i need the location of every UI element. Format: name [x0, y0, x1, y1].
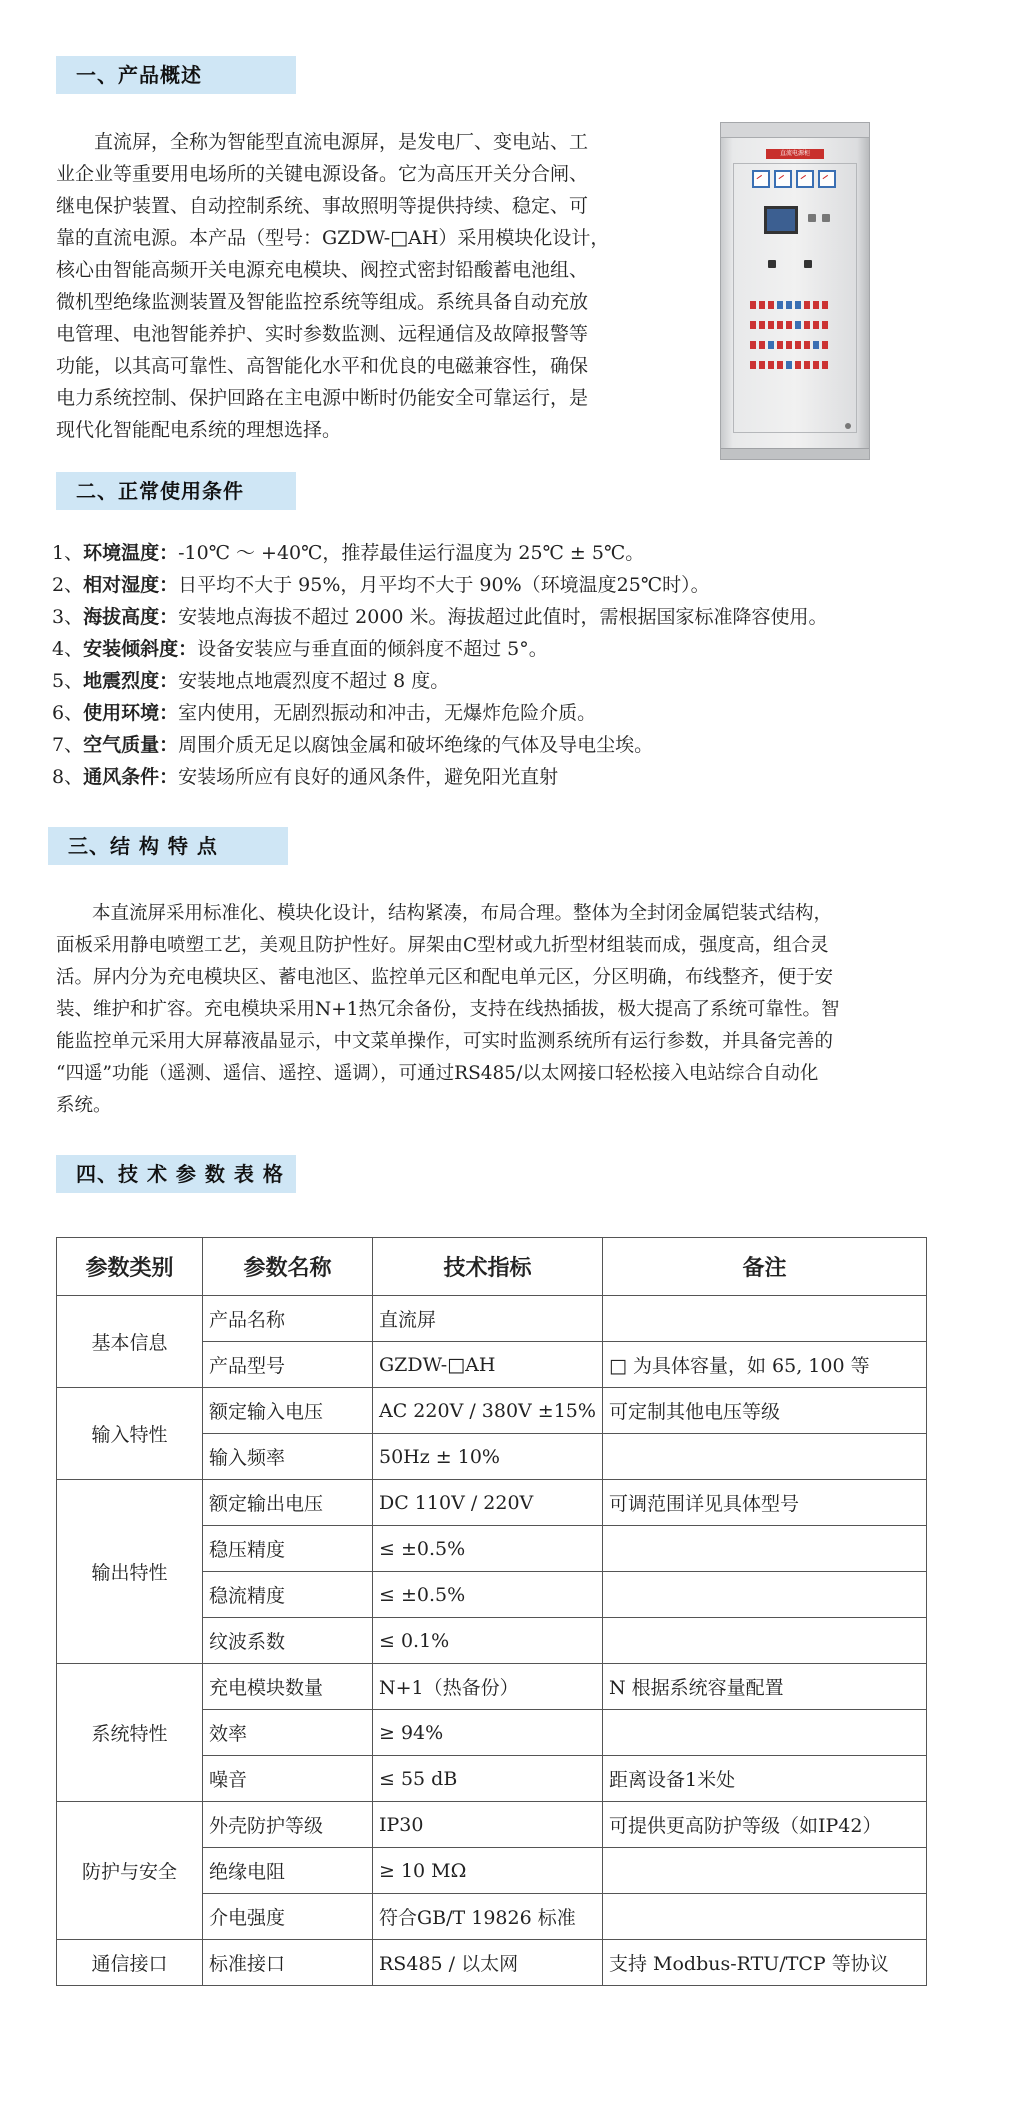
table-row [57, 1296, 927, 1342]
param-spec-cell: ≤ ±0.5% [373, 1526, 603, 1572]
header-spec: 技术指标 [373, 1238, 603, 1296]
condition-item: 5、地震烈度：安装地点地震烈度不超过 8 度。 [52, 670, 450, 692]
param-note-cell [603, 1526, 927, 1572]
switch-icon [822, 214, 830, 222]
param-note-cell: 可调范围详见具体型号 [603, 1480, 927, 1526]
spec-table [56, 1237, 927, 1986]
dc-cabinet-image [720, 122, 870, 460]
overview-line: 核心由智能高频开关电源充电模块、阀控式密封铅酸蓄电池组、 [56, 259, 589, 281]
structure-line: “四遥”功能（遥测、遥信、遥控、遥调），可通过RS485/以太网接口轻松接入电站综合自动化 [56, 1063, 819, 1084]
structure-line: 活。屏内分为充电模块区、蓄电池区、监控单元区和配电单元区，分区明确，布线整齐，便于安 [56, 967, 834, 988]
overview-line: 功能，以其高可靠性、高智能化水平和优良的电磁兼容性，确保 [56, 355, 589, 377]
cabinet-label: 直流电源柜 [766, 149, 824, 159]
param-spec-cell: RS485 / 以太网 [373, 1940, 603, 1986]
section-title-conditions: 二、正常使用条件 [56, 472, 296, 510]
breaker-row-icon [750, 354, 840, 362]
param-note-cell: 可提供更高防护等级（如IP42） [603, 1802, 927, 1848]
category-cell: 基本信息 [57, 1296, 203, 1388]
param-note-cell [603, 1434, 927, 1480]
conditions-list [52, 537, 952, 793]
param-name-cell: 充电模块数量 [203, 1664, 373, 1710]
cabinet-base [721, 448, 869, 459]
meter-icon [752, 170, 770, 188]
condition-item: 6、使用环境：室内使用，无剧烈振动和冲击，无爆炸危险介质。 [52, 702, 597, 724]
switch-icon [768, 260, 776, 268]
param-name-cell: 效率 [203, 1710, 373, 1756]
lock-icon [845, 423, 851, 429]
param-name-cell: 绝缘电阻 [203, 1848, 373, 1894]
structure-line: 能监控单元采用大屏幕液晶显示，中文菜单操作，可实时监测系统所有运行参数，并具备完善的 [56, 1031, 834, 1052]
section-title-overview: 一、产品概述 [56, 56, 296, 94]
category-cell: 输入特性 [57, 1388, 203, 1480]
param-spec-cell: N+1（热备份） [373, 1664, 603, 1710]
header-note: 备注 [603, 1238, 927, 1296]
breaker-row-icon [750, 334, 840, 342]
param-spec-cell: ≤ 0.1% [373, 1618, 603, 1664]
condition-item: 4、安装倾斜度：设备安装应与垂直面的倾斜度不超过 5°。 [52, 638, 548, 660]
param-note-cell [603, 1572, 927, 1618]
header-category: 参数类别 [57, 1238, 203, 1296]
overview-line: 微机型绝缘监测装置及智能监控系统等组成。系统具备自动充放 [56, 291, 589, 313]
table-row [57, 1940, 927, 1986]
structure-line: 本直流屏采用标准化、模块化设计，结构紧凑，布局合理。整体为全封闭金属铠装式结构， [92, 903, 833, 924]
param-name-cell: 产品名称 [203, 1296, 373, 1342]
param-name-cell: 输入频率 [203, 1434, 373, 1480]
overview-line: 现代化智能配电系统的理想选择。 [56, 419, 342, 441]
param-name-cell: 介电强度 [203, 1894, 373, 1940]
section-title-structure: 三、结 构 特 点 [48, 827, 288, 865]
param-name-cell: 稳压精度 [203, 1526, 373, 1572]
param-note-cell: 距离设备1米处 [603, 1756, 927, 1802]
param-spec-cell: 符合GB/T 19826 标准 [373, 1894, 603, 1940]
param-name-cell: 噪音 [203, 1756, 373, 1802]
param-spec-cell: ≤ ±0.5% [373, 1572, 603, 1618]
param-spec-cell: AC 220V / 380V ±15% [373, 1388, 603, 1434]
param-spec-cell: 直流屏 [373, 1296, 603, 1342]
category-cell: 防护与安全 [57, 1802, 203, 1940]
param-name-cell: 额定输入电压 [203, 1388, 373, 1434]
lcd-screen-icon [764, 206, 798, 234]
meter-icon [818, 170, 836, 188]
overview-line: 靠的直流电源。本产品（型号：GZDW-□AH）采用模块化设计， [56, 227, 610, 249]
category-cell: 输出特性 [57, 1480, 203, 1664]
table-header-row [57, 1238, 927, 1296]
param-note-cell: □ 为具体容量，如 65, 100 等 [603, 1342, 927, 1388]
param-name-cell: 标准接口 [203, 1940, 373, 1986]
param-spec-cell: GZDW-□AH [373, 1342, 603, 1388]
cabinet-door [733, 163, 857, 433]
overview-line: 电力系统控制、保护回路在主电源中断时仍能安全可靠运行，是 [56, 387, 589, 409]
table-row [57, 1388, 927, 1434]
structure-line: 装、维护和扩容。充电模块采用N+1热冗余备份，支持在线热插拔，极大提高了系统可靠性。智 [56, 999, 840, 1020]
param-note-cell [603, 1848, 927, 1894]
condition-item: 2、相对湿度：日平均不大于 95%，月平均不大于 90%（环境温度25℃时）。 [52, 574, 710, 596]
param-spec-cell: 50Hz ± 10% [373, 1434, 603, 1480]
breaker-row-icon [750, 294, 840, 302]
overview-line: 继电保护装置、自动控制系统、事故照明等提供持续、稳定、可 [56, 195, 589, 217]
param-name-cell: 纹波系数 [203, 1618, 373, 1664]
switch-icon [804, 260, 812, 268]
param-note-cell [603, 1894, 927, 1940]
structure-line: 系统。 [56, 1095, 112, 1116]
condition-item: 3、海拔高度：安装地点海拔不超过 2000 米。海拔超过此值时，需根据国家标准降容使用。 [52, 606, 828, 628]
cabinet-top [721, 123, 869, 138]
param-note-cell [603, 1618, 927, 1664]
condition-item: 8、通风条件：安装场所应有良好的通风条件，避免阳光直射 [52, 766, 559, 788]
param-note-cell [603, 1710, 927, 1756]
condition-item: 7、空气质量：周围介质无足以腐蚀金属和破坏绝缘的气体及导电尘埃。 [52, 734, 654, 756]
structure-line: 面板采用静电喷塑工艺，美观且防护性好。屏架由C型材或九折型材组装而成，强度高，组合灵 [56, 935, 829, 956]
param-spec-cell: ≥ 94% [373, 1710, 603, 1756]
param-name-cell: 外壳防护等级 [203, 1802, 373, 1848]
structure-paragraph [56, 898, 956, 1122]
param-spec-cell: ≥ 10 MΩ [373, 1848, 603, 1894]
param-note-cell: 可定制其他电压等级 [603, 1388, 927, 1434]
overview-line: 直流屏，全称为智能型直流电源屏，是发电厂、变电站、工 [94, 131, 589, 153]
overview-paragraph [56, 126, 656, 446]
meter-icon [796, 170, 814, 188]
section-title-specs: 四、技 术 参 数 表 格 [56, 1155, 296, 1193]
param-note-cell [603, 1296, 927, 1342]
table-row [57, 1802, 927, 1848]
table-row [57, 1480, 927, 1526]
param-spec-cell: ≤ 55 dB [373, 1756, 603, 1802]
header-name: 参数名称 [203, 1238, 373, 1296]
category-cell: 通信接口 [57, 1940, 203, 1986]
table-row [57, 1664, 927, 1710]
category-cell: 系统特性 [57, 1664, 203, 1802]
overview-line: 电管理、电池智能养护、实时参数监测、远程通信及故障报警等 [56, 323, 589, 345]
param-name-cell: 产品型号 [203, 1342, 373, 1388]
param-name-cell: 额定输出电压 [203, 1480, 373, 1526]
param-note-cell: 支持 Modbus-RTU/TCP 等协议 [603, 1940, 927, 1986]
param-note-cell: N 根据系统容量配置 [603, 1664, 927, 1710]
switch-icon [808, 214, 816, 222]
condition-item: 1、环境温度：-10℃ ～ +40℃，推荐最佳运行温度为 25℃ ± 5℃。 [52, 542, 645, 564]
breaker-row-icon [750, 314, 840, 322]
param-name-cell: 稳流精度 [203, 1572, 373, 1618]
param-spec-cell: IP30 [373, 1802, 603, 1848]
meter-icon [774, 170, 792, 188]
param-spec-cell: DC 110V / 220V [373, 1480, 603, 1526]
overview-line: 业企业等重要用电场所的关键电源设备。它为高压开关分合闸、 [56, 163, 589, 185]
